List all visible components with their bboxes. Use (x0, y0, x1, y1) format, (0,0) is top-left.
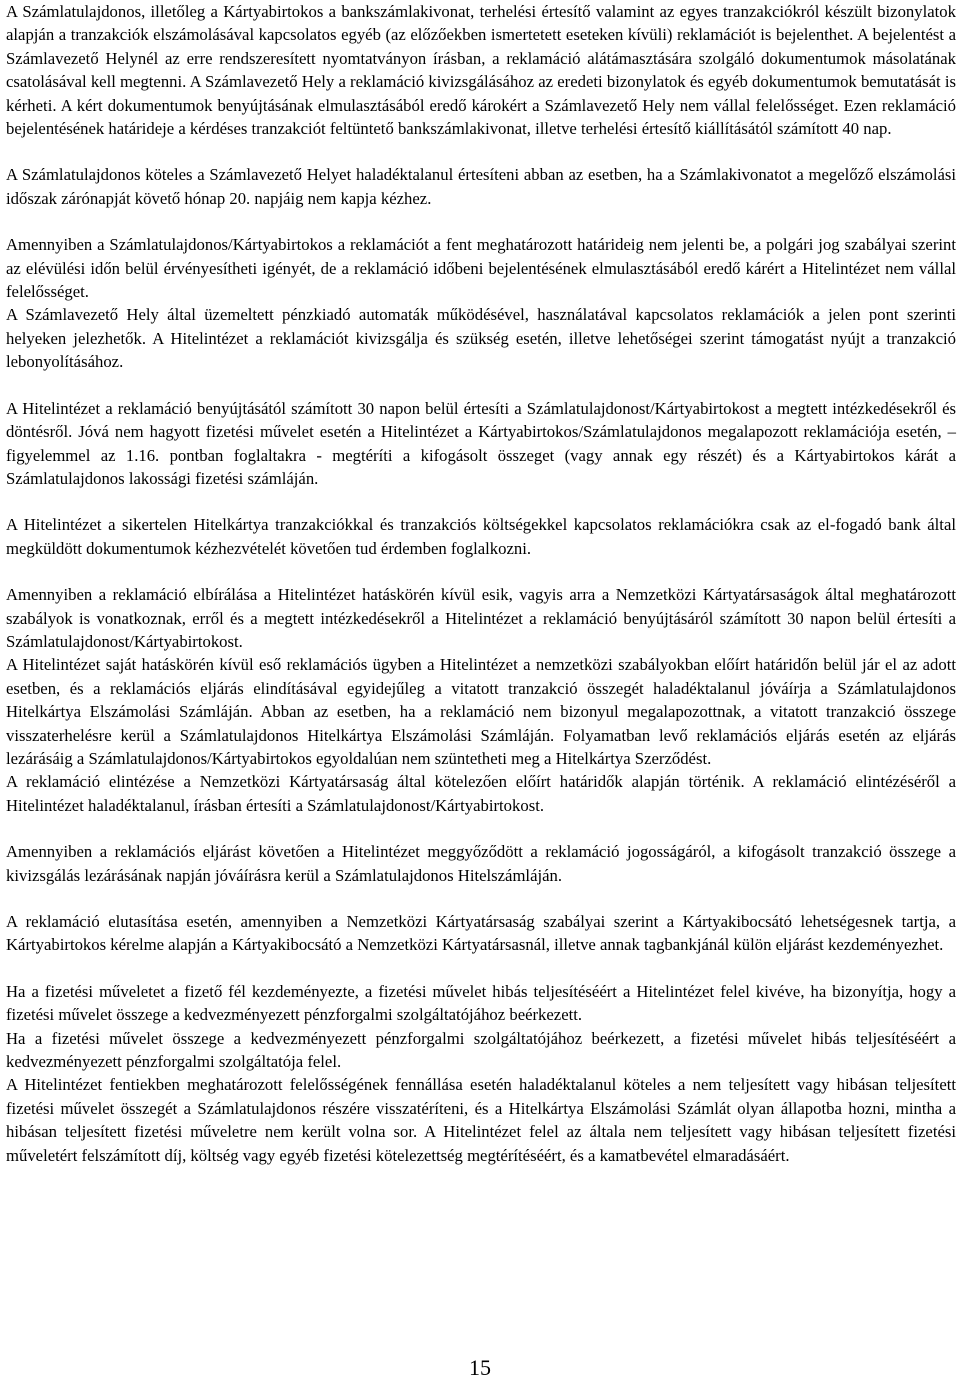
paragraph-hataskoren-kivul: Amennyiben a reklamáció elbírálása a Hitelintézet hatáskörén kívül esik, vagyis arra a Nemzetközi Kártyatársaságok által meghatározott szabályok is vonatkoznak, erről és a megtett intézkedésekről a Hitelintézet a reklamáció benyújtásáról számított 30 napon belül értesíti a Számlatulajdonost/Kártyabirtokost. (6, 585, 956, 651)
paragraph-hatarido-elmulasztas: Amennyiben a Számlatulajdonos/Kártyabirtokos a reklamációt a fent meghatározott határideig nem jelenti be, a polgári jog szabályai szerint az elévülési időn belül érvényesítheti igényét, de a reklamáció időbeni bejelentésének elmulasztásából eredő kárért a Hitelintézet nem vállal felelősséget. (6, 235, 956, 302)
paragraph-30-napos-ertesites: A Hitelintézet a reklamáció benyújtásától számított 30 napon belül értesíti a Számlatulajdonost/Kártyabirtokost a megtett intézkedésekről és döntésről. Jóvá nem hagyott fizetési művelet esetén a Hitelintézet a Kártyabirtokos/Számlatulajdonos megalapozott reklamációja esetén, – figyelemmel az 1.16. pontban foglaltakra - megtéríti a kifogásolt összeget (vagy annak egy részét) és a Kártyabirtokos kárát a Számlatulajdonos lakossági fizetési számláján. (6, 398, 956, 488)
page-number: 15 (469, 1355, 491, 1380)
paragraph-reklamacio-elintezese: A reklamáció elintézése a Nemzetközi Kártyatársaság által kötelezően előírt határidők alapján történik. A reklamáció elintézéséről a Hitelintézet haladéktalanul, írásban értesíti a Számlatulajdonost/Kártyabirtokost. (6, 772, 956, 815)
paragraph-elutasitas: A reklamáció elutasítása esetén, amennyiben a Nemzetközi Kártyatársaság szabályai szerint a Kártyakibocsátó lehetségesnek tartja, a Kártyabirtokos kérelme alapján a Kártyakibocsátó a Nemzetközi Kártyatársasnál, illetve annak tagbankjánál külön eljárást kezdeményezhet. (6, 912, 956, 955)
paragraph-nemzetkozi-szabalyok: A Hitelintézet saját hatáskörén kívül eső reklamációs ügyben a Hitelintézet a nemzetközi szabályokban előírt határidőn belül jár el az adott esetben, és a reklamációs eljárás elindításával egyidejűleg a vitatott tranzakció összegét haladéktalanul jóváírja a Számlatulajdonos Hitelkártya Elszámolási Számláján. Abban az esetben, ha a reklamáció nem bizonyul megalapozottnak, a vitatott tranzakció összege visszaterhelésre kerül a Számlatulajdonos Hitelkártya Elszámolási Számláján. Folyamatban levő reklamációs eljárás esetén az eljárás lezárásáig a Számlatulajdonos/Kártyabirtokos egyoldalúan nem szüntetheti meg a Hitelkártya Szerződést. (6, 655, 956, 768)
paragraph-kedvezmenyezett: Ha a fizetési művelet összege a kedvezményezett pénzforgalmi szolgáltatójához beérkezett, a fizetési művelet hibás teljesítéséért a kedvezményezett pénzforgalmi szolgáltatója felel. (6, 1028, 956, 1072)
paragraph-visszateritese: A Hitelintézet fentiekben meghatározott felelősségének fennállása esetén haladéktalanul köteles a nem teljesített vagy hibásan teljesített fizetési művelet összegét a Számlatulajdonos részére visszatéríteni, és a Hitelkártya Elszámolási Számlát olyan állapotba hozni, mintha a hibásan teljesített fizetési műveletre nem került volna sor. A Hitelintézet felel az általa nem teljesített vagy hibásan teljesített fizetési műveletért felszámított díj, költség vagy egyéb fizetési kötelezettség megtérítéséért, és a kamatbevétel elmaradásáért. (6, 1075, 956, 1165)
paragraph-reklamacio-bejelentes: A Számlatulajdonos, illetőleg a Kártyabirtokos a bankszámlakivonat, terhelési értesítő valamint az egyes tranzakciókról készült bizonylatok alapján a tranzakciók elszámolásával kapcsolatos egyéb (az előzőekben ismertetett eseteken kívüli) reklamációt is bejelenthet. A bejelentést a Számlavezető Helynél az erre rendszeresített nyomtatványon írásban, a reklamáció alátámasztására szolgáló dokumentumok másolatának csatolásával kell megtenni. A Számlavezető Hely a reklamáció kivizsgálásához az eredeti bizonylatok és egyéb dokumentumok bemutatását is kérheti. A kért dokumentumok benyújtásának elmulasztásából eredő károkért a Számlavezető Hely nem vállal felelősséget. Ezen reklamáció bejelentésének határideje a kérdéses tranzakciót feltüntető bankszámlakivonat, illetve terhelési értesítő kiállításától számított 40 nap. (6, 2, 956, 139)
paragraph-szamlakivonat-ertesites: A Számlatulajdonos köteles a Számlavezető Helyet haladéktalanul értesíteni abban az esetben, ha a Számlakivonatot a megelőző elszámolási időszak zárónapját követő hónap 20. napjáig nem kapja kézhez. (6, 165, 956, 208)
paragraph-fizeto-fel: Ha a fizetési műveletet a fizető fél kezdeményezte, a fizetési művelet hibás teljesítéséért a Hitelintézet felel kivéve, ha bizonyítja, hogy a fizetési művelet összege a kedvezményezett pénzforgalmi szolgáltatójához beérkezett. (6, 981, 956, 1025)
paragraph-sikertelen-tranzakciok: A Hitelintézet a sikertelen Hitelkártya tranzakciókkal és tranzakciós költségekkel kapcsolatos reklamációkra csak az el-fogadó bank által megküldött dokumentumok kézhezvételét követően tud érdemben foglalkozni. (6, 515, 956, 558)
document-page (6, 0, 956, 1167)
paragraph-penzkiado-automatak: A Számlavezető Hely által üzemeltett pénzkiadó automaták működésével, használatával kapcsolatos reklamációk a jelen pont szerinti helyeken jelezhetők. A Hitelintézet a reklamációt kivizsgálja és szükség esetén, illetve lehetőségei szerint támogatást nyújt a tranzakció lebonyolításához. (6, 305, 956, 372)
paragraph-jovairas: Amennyiben a reklamációs eljárást követően a Hitelintézet meggyőződött a reklamáció jogosságáról, a kifogásolt tranzakció összege a kivizsgálás lezárásának napján jóváírásra kerül a Számlatulajdonos Hitelszámláján. (6, 842, 956, 885)
